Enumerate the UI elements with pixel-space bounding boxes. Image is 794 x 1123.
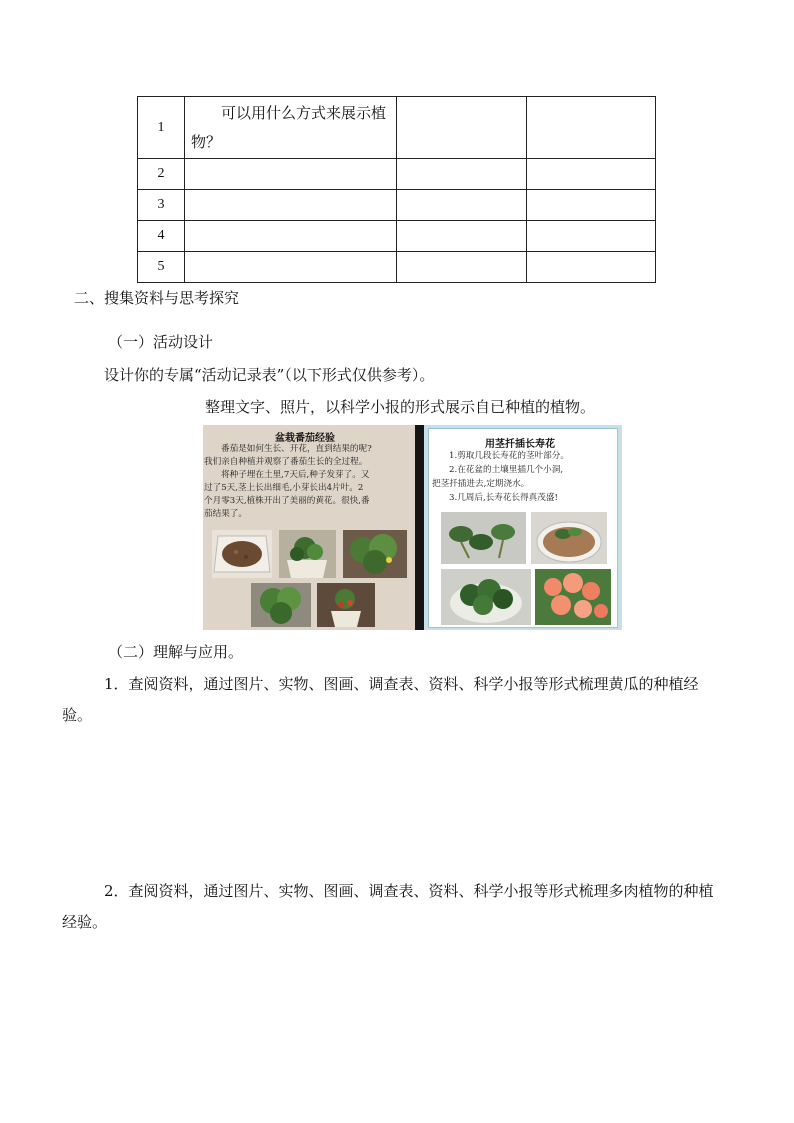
poster-text-line: 番茄是如何生长、开花，直到结果的呢? (221, 444, 372, 454)
poster-caption: 整理文字、照片，以科学小报的形式展示自已种植的植物。 (205, 398, 596, 416)
poster-text-line: 1.剪取几段长寿花的茎叶部分。 (449, 451, 569, 461)
poster-text-line: 个月零3天,植株开出了美丽的黄花。很快,番 (204, 496, 370, 506)
tomato-fruit-photo (317, 583, 375, 627)
tomato-poster (203, 425, 415, 630)
poster-divider (415, 425, 424, 630)
tomato-seed-pot-photo (212, 530, 272, 578)
kalanchoe-poster-card (428, 428, 618, 628)
design-instruction: 设计你的专属“活动记录表”（以下形式仅供参考）。 (104, 366, 435, 384)
plant-display-table (137, 96, 656, 283)
poster-text-line: 2.在花盆的土壤里插几个小洞, (449, 465, 564, 475)
tomato-poster-title: 盆栽番茄经验 (275, 433, 335, 444)
table-cell (185, 252, 397, 283)
row-number: 3 (138, 190, 185, 221)
subsection-activity-design: （一）活动设计 (108, 333, 214, 351)
poster-text-line: 我们亲自种植并观察了番茄生长的全过程。 (204, 457, 368, 467)
tomato-flowering-photo (343, 530, 407, 578)
table-cell (527, 97, 656, 159)
table-row (138, 221, 656, 252)
kalanchoe-poster (424, 425, 622, 630)
table-cell (185, 221, 397, 252)
table-row (138, 190, 656, 221)
table-cell (185, 97, 397, 159)
kalanchoe-planted-pot-photo (531, 512, 607, 564)
table-cell (397, 221, 527, 252)
table-cell (527, 159, 656, 190)
kalanchoe-poster-title: 用茎扦插长寿花 (485, 439, 555, 450)
table-cell (185, 159, 397, 190)
question-2: 2．查阅资料，通过图片、实物、图画、调查表、资料、科学小报等形式梳理多肉植物的种植经验。 (62, 882, 714, 931)
row-number: 4 (138, 221, 185, 252)
table-cell (397, 159, 527, 190)
table-row (138, 97, 656, 159)
poster-text-line: 茄结果了。 (204, 509, 247, 519)
row-number: 1 (138, 97, 185, 159)
question-text: 可以用什么方式来展示植物？ (191, 103, 387, 151)
table-cell (397, 97, 527, 159)
poster-text-line: 过了5天,茎上长出细毛,小芽长出4片叶。2 (204, 483, 364, 493)
poster-text-line: 3.几周后,长寿花长得真茂盛! (449, 493, 558, 503)
table-cell (527, 252, 656, 283)
tomato-seedling-photo (279, 530, 336, 578)
table-cell (185, 190, 397, 221)
section-heading: 二、搜集资料与思考探究 (74, 289, 240, 307)
table-cell (527, 221, 656, 252)
poster-text-line: 把茎扦插进去,定期浇水。 (432, 479, 530, 489)
row-number: 2 (138, 159, 185, 190)
table-row (138, 159, 656, 190)
row-number: 5 (138, 252, 185, 283)
poster-text-line: 将种子埋在土里,7天后,种子发芽了。又 (221, 470, 370, 480)
kalanchoe-flowers-photo (535, 569, 611, 625)
kalanchoe-grown-photo (441, 569, 531, 625)
table-cell (527, 190, 656, 221)
tomato-plant-photo (251, 583, 311, 627)
table-cell (397, 252, 527, 283)
table-cell (397, 190, 527, 221)
table-row (138, 252, 656, 283)
kalanchoe-cuttings-photo (441, 512, 526, 564)
question-1: 1．查阅资料，通过图片、实物、图画、调查表、资料、科学小报等形式梳理黄瓜的种植经验。 (62, 675, 699, 724)
subsection-understanding: （二）理解与应用。 (108, 643, 244, 661)
